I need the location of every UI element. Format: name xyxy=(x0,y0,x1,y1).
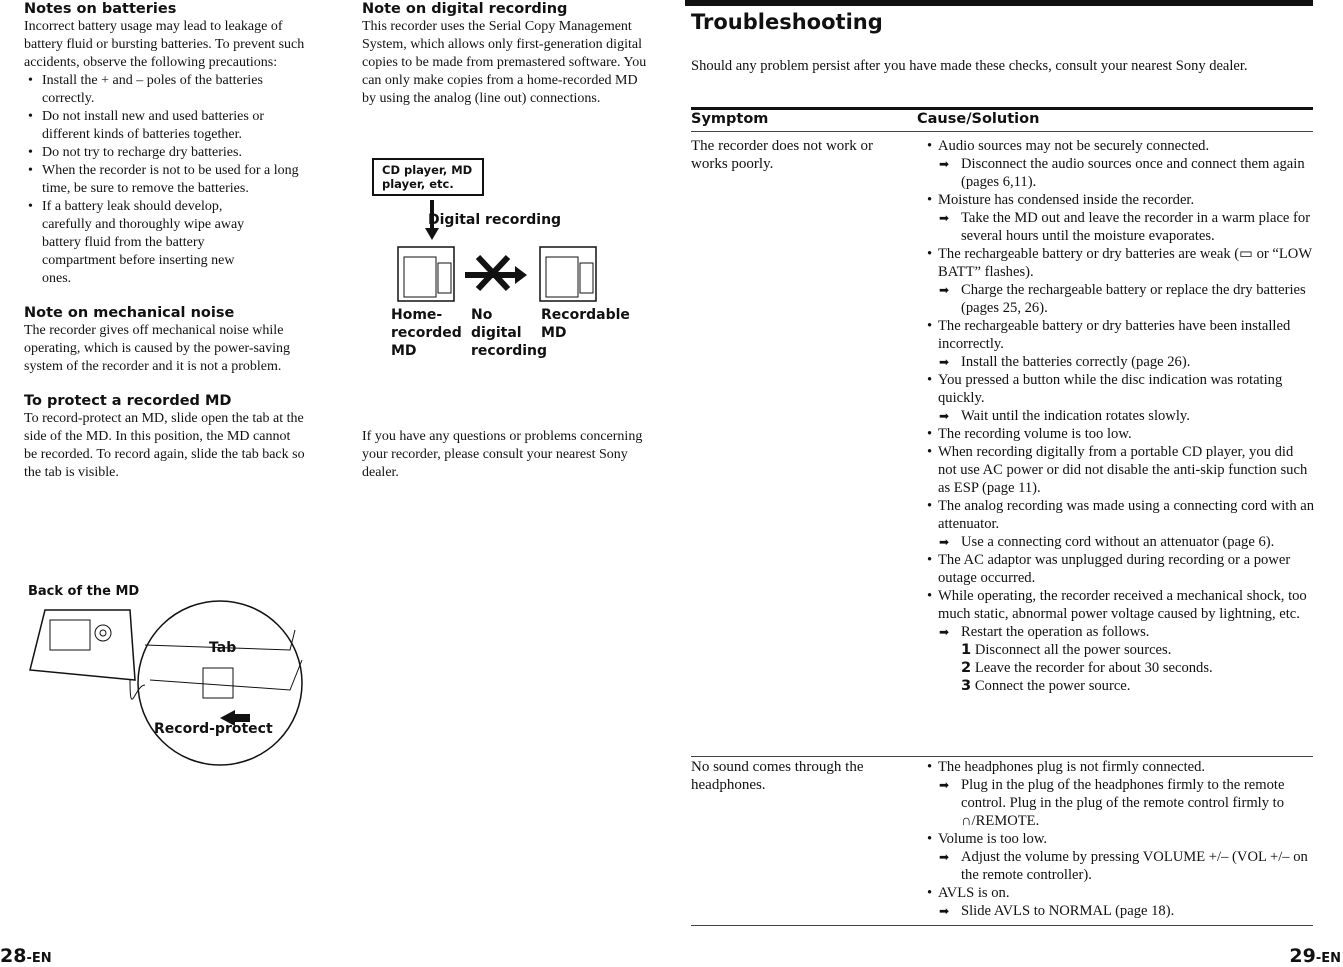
step-item xyxy=(927,677,1315,695)
solution-text: Wait until the indication rotates slowly. xyxy=(961,408,1190,424)
step-number: 3 xyxy=(961,677,972,694)
record-protect-label: Record-protect xyxy=(154,721,273,737)
solution-item xyxy=(927,209,1315,245)
no-digital-label: No digital recording xyxy=(471,307,548,359)
step-text: Leave the recorder for about 30 seconds. xyxy=(974,660,1213,676)
cause-item: • The headphones plug is not firmly connected. xyxy=(927,758,1315,776)
arrow-icon: ➡ xyxy=(939,850,950,864)
header-rule xyxy=(691,131,1313,132)
cause-item: • When recording digitally from a portable CD player, you did not use AC power or did not disable the anti-skip function such as ESP (page 11). xyxy=(927,443,1315,497)
digital-recording-label: Digital recording xyxy=(428,212,562,228)
symptom-cell: The recorder does not work or works poorly. xyxy=(691,138,874,172)
digital-heading: Note on digital recording xyxy=(362,1,568,17)
solution-item xyxy=(927,902,1315,920)
arrow-icon: ➡ xyxy=(939,157,950,171)
page-number-right xyxy=(1289,945,1341,967)
page-number: 28 xyxy=(0,945,27,967)
solution-item xyxy=(927,623,1315,641)
symptom-cell: No sound comes through the headphones. xyxy=(691,759,864,793)
cause-item: • The rechargeable battery or dry batteries have been installed incorrectly. xyxy=(927,317,1315,353)
digital-body: This recorder uses the Serial Copy Management System, which allows only first-generation digital copies to be made from premastered software. You can only make copies from a home-recorded MD by using the analog (line out) connections. xyxy=(362,19,647,106)
solution-text: Disconnect the audio sources once and connect them again (pages 6,11). xyxy=(961,156,1305,190)
arrow-icon: ➡ xyxy=(939,355,950,369)
batteries-heading: Notes on batteries xyxy=(24,1,177,17)
solution-item xyxy=(927,155,1315,191)
recordable-label: Recordable MD xyxy=(541,307,630,341)
solution-text: Charge the rechargeable battery or replace the dry batteries (pages 25, 26). xyxy=(961,282,1306,316)
solution-text: Take the MD out and leave the recorder in a warm place for several hours until the moisture evaporates. xyxy=(961,210,1311,244)
step-number: 1 xyxy=(961,641,972,658)
arrow-icon: ➡ xyxy=(939,409,950,423)
cause-item: • The rechargeable battery or dry batteries are weak (▭ or “LOW BATT” flashes). xyxy=(927,245,1315,281)
left-column xyxy=(24,0,306,482)
solution-text: Plug in the plug of the headphones firmly to the remote control. Plug in the plug of the remote control firmly to ∩/REMOTE. xyxy=(961,777,1285,829)
cause-list xyxy=(927,758,1315,920)
battery-bullet: • Install the + and – poles of the batteries correctly. xyxy=(24,72,306,108)
tab-label: Tab xyxy=(209,640,237,656)
solution-text: Install the batteries correctly (page 26). xyxy=(961,354,1191,370)
figure-caption: Back of the MD xyxy=(28,584,140,599)
cause-item: • Volume is too low. xyxy=(927,830,1315,848)
solution-text: Adjust the volume by pressing VOLUME +/– (VOL +/– on the remote controller). xyxy=(961,849,1308,883)
arrow-icon: ➡ xyxy=(939,283,950,297)
arrow-icon: ➡ xyxy=(939,778,950,792)
cause-header: Cause/Solution xyxy=(917,111,1040,127)
arrow-icon: ➡ xyxy=(939,625,950,639)
solution-text: Slide AVLS to NORMAL (page 18). xyxy=(961,903,1175,919)
cause-item: • You pressed a button while the disc indication was rotating quickly. xyxy=(927,371,1315,407)
cause-item: • While operating, the recorder received a mechanical shock, too much static, abnormal power voltage caused by lightning, etc. xyxy=(927,587,1315,623)
battery-bullet: • If a battery leak should develop, carefully and thoroughly wipe away battery fluid from the battery compartment before inserting new ones. xyxy=(24,198,306,288)
page-suffix: -EN xyxy=(1315,951,1341,966)
solution-item xyxy=(927,533,1315,551)
troubleshooting-intro: Should any problem persist after you have made these checks, consult your nearest Sony dealer. xyxy=(691,58,1248,74)
solution-item xyxy=(927,407,1315,425)
source-device-box: CD player, MD player, etc. xyxy=(372,158,484,196)
cause-item: • Moisture has condensed inside the recorder. xyxy=(927,191,1315,209)
home-recorded-label: Home- recorded MD xyxy=(391,307,462,359)
page-suffix: -EN xyxy=(26,951,52,966)
solution-text: Restart the operation as follows. xyxy=(961,624,1150,640)
solution-item xyxy=(927,353,1315,371)
cause-item: • The AC adaptor was unplugged during recording or a power outage occurred. xyxy=(927,551,1315,587)
top-rule xyxy=(685,0,1313,6)
solution-item xyxy=(927,776,1315,830)
solution-item xyxy=(927,281,1315,317)
protect-heading: To protect a recorded MD xyxy=(24,393,232,409)
cause-item: • Audio sources may not be securely connected. xyxy=(927,137,1315,155)
page-number: 29 xyxy=(1289,945,1316,967)
cause-list xyxy=(927,137,1315,695)
batteries-intro: Incorrect battery usage may lead to leakage of battery fluid or bursting batteries. To prevent such accidents, observe the following precautions: xyxy=(24,19,305,70)
noise-body: The recorder gives off mechanical noise while operating, which is caused by the power-saving system of the recorder and it is not a problem. xyxy=(24,323,291,374)
protect-body: To record-protect an MD, slide open the tab at the side of the MD. In this position, the MD cannot be recorded. To record again, slide the tab back so the tab is visible. xyxy=(24,411,305,480)
noise-heading: Note on mechanical noise xyxy=(24,305,235,321)
step-item xyxy=(927,641,1315,659)
cause-item: • The recording volume is too low. xyxy=(927,425,1315,443)
cause-item: • AVLS is on. xyxy=(927,884,1315,902)
step-text: Connect the power source. xyxy=(974,678,1131,694)
step-number: 2 xyxy=(961,659,972,676)
arrow-icon: ➡ xyxy=(939,211,950,225)
step-text: Disconnect all the power sources. xyxy=(974,642,1172,658)
page-title: Troubleshooting xyxy=(691,10,883,34)
battery-bullet: • Do not try to recharge dry batteries. xyxy=(24,144,306,162)
battery-bullet: • Do not install new and used batteries or different kinds of batteries together. xyxy=(24,108,306,144)
solution-text: Use a connecting cord without an attenuator (page 6). xyxy=(961,534,1275,550)
row-rule xyxy=(691,756,1313,757)
arrow-icon: ➡ xyxy=(939,904,950,918)
md-back-illustration xyxy=(20,600,320,775)
cause-item: • The analog recording was made using a connecting cord with an attenuator. xyxy=(927,497,1315,533)
page-number-left xyxy=(0,945,52,967)
table-top-rule xyxy=(691,107,1313,110)
middle-column xyxy=(362,0,648,108)
arrow-icon: ➡ xyxy=(939,535,950,549)
table-bottom-rule xyxy=(691,925,1313,926)
questions-text: If you have any questions or problems concerning your recorder, please consult your nearest Sony dealer. xyxy=(362,429,643,480)
step-item xyxy=(927,659,1315,677)
battery-bullet: • When the recorder is not to be used for a long time, be sure to remove the batteries. xyxy=(24,162,306,198)
symptom-header: Symptom xyxy=(691,111,769,127)
solution-item xyxy=(927,848,1315,884)
